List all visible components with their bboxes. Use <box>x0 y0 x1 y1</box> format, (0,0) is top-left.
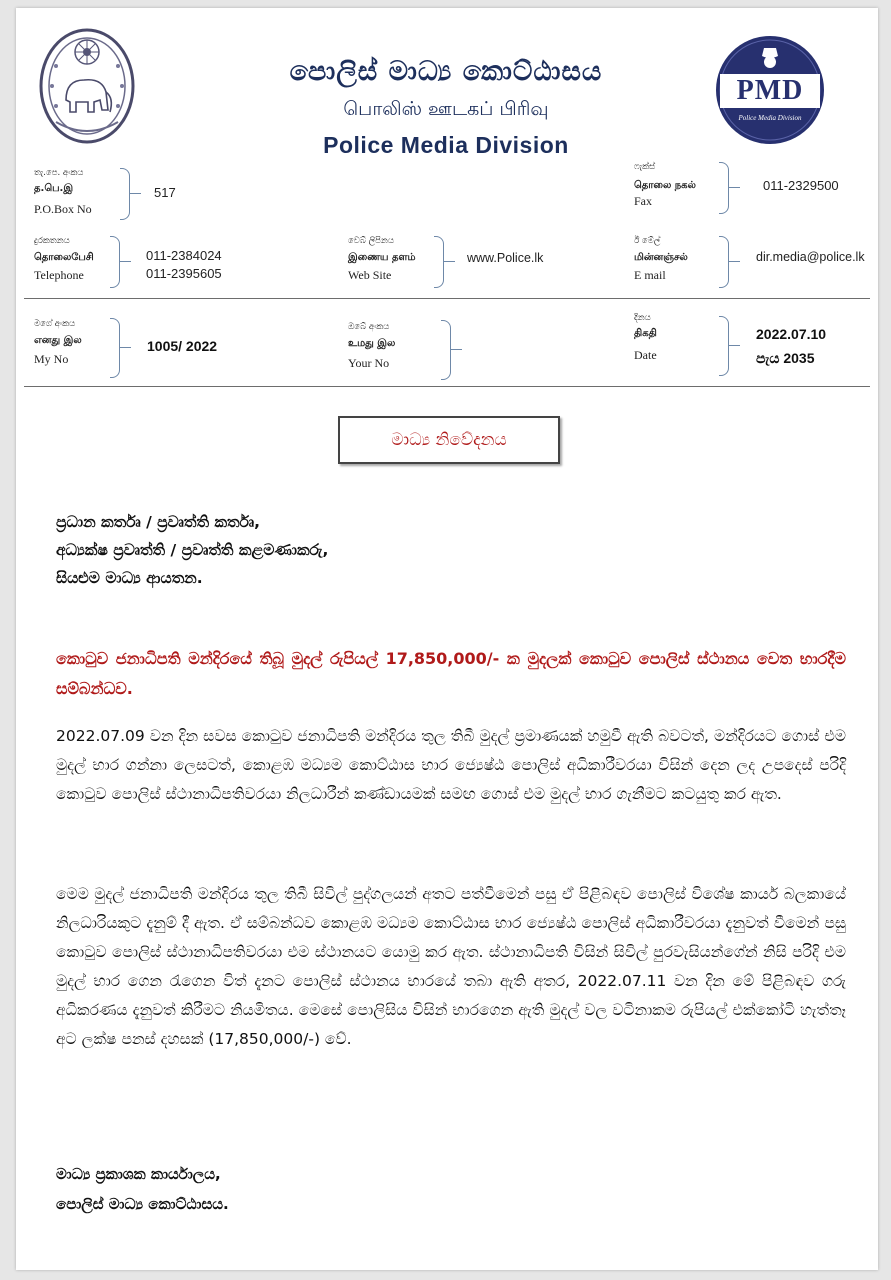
pobox-label-si: තැ.පෙ. අංකය <box>34 168 84 178</box>
telephone-label-en: Telephone <box>34 268 84 282</box>
notice-title: මාධ්‍ය නිවේදනය <box>391 430 507 450</box>
pobox-brace <box>120 168 130 220</box>
pmd-logo-subtext: Police Media Division <box>738 114 802 122</box>
body-paragraph-2: මෙම මුදල් ජනාධිපති මන්දිරය තුල තිබී සිවිල් පුද්ගලයන් අතට පත්වීමෙන් පසු ඒ පිළිබඳව පොලිස් විශේෂ කාර්ය බලකායේ නිලධාරියකුට දැනුම් දී ඇත. ඒ සම්බන්ධව කොළඹ මධ්‍යම කොට්ඨාස භාර ජ්‍යෙෂ්ඨ පොලිස් අධිකාරීවරයා දැනුවත් වීමෙන් පසු කොටුව පොලිස් ස්ථානාධිපතිවරයා එම ස්ථානයට යොමු කර ඇත. ස්ථානාධිපති විසින් සිවිල් පුරවැසියන්ගේන් නිසි පරිදි එම මුදල් භාර ගෙන රැගෙන විත් දැනට පොලිස් ස්ථානය භාරයේ තබා ඇති අතර, 2022.07.11 වන දින මේ පිළිබඳව ගරු අධිකරණය දැනුවත් කිරීමට නියමිතය. මෙසේ පොලිසිය විසින් භාරගෙන ඇති මුදල් වල වටිනාකම රුපියල් එක්කෝටි හැත්තෑ අට ලක්ෂ පනස් දහසක් (17,850,000/-) වේ. <box>56 885 846 1048</box>
title-tamil: பொலிஸ் ஊடகப் பிரிவு <box>343 98 549 120</box>
website-label-en: Web Site <box>348 268 392 282</box>
website-link[interactable]: www.Police.lk <box>467 251 544 265</box>
telephone-value-2: 011-2395605 <box>146 266 222 281</box>
pobox-label-ta: த.பெ.இ <box>34 183 74 194</box>
fax-value: 011-2329500 <box>763 178 839 193</box>
pobox-label-en: P.O.Box No <box>34 202 92 216</box>
website-label-si: වෙබ් ලිපිනය <box>348 236 394 246</box>
document-page <box>16 8 878 1270</box>
email-link[interactable]: dir.media@police.lk <box>756 250 865 264</box>
signature-line-2: පොලිස් මාධ්‍ය කොට්ඨාසය. <box>56 1195 229 1213</box>
telephone-value-1: 011-2384024 <box>146 248 222 263</box>
fax-label-si: ෆැක්ස් <box>634 162 656 172</box>
date-label-en: Date <box>634 348 657 362</box>
addressee-line-2: අධ්‍යක්ෂ ප්‍රවෘත්ති / ප්‍රවෘත්ති කළමණාකරු, <box>56 541 329 559</box>
title-sinhala: පොලිස් මාධ්‍ය කොට්ඨාසය <box>289 56 603 87</box>
myno-value: 1005/ 2022 <box>147 338 218 354</box>
date-value: 2022.07.10 <box>756 326 827 342</box>
date-brace <box>719 316 729 376</box>
yourno-label-si: ඔබේ අංකය <box>348 322 390 332</box>
body-paragraph-1: 2022.07.09 වන දින සවස කොටුව ජනාධිපති මන්දිරය තුල තිබී මුදල් ප්‍රමාණයක් හමුවී ඇති බවටත්, මන්දිරයට ගොස් එම මුදල් භාර ගන්නා ලෙසටත්, කොළඹ මධ්‍යම කොට්ඨාස භාර ජ්‍යෙෂ්ඨ පොලිස් අධිකාරීවරයා විසින් දෙන ලද උපදෙස් පරිදි කොටුව පොලිස් ස්ථානාධිපතිවරයා නිලධාරීන් කණ්ඩායමක් සමඟ ගොස් එම මුදල් භාර ගැනීමට කටයුතු කර ඇත. <box>56 727 846 803</box>
email-label-si: ඊ මේල් <box>634 236 661 246</box>
addressee-line-3: සියළුම මාධ්‍ය ආයතන. <box>56 569 203 587</box>
fax-brace <box>719 162 729 214</box>
header-divider <box>24 298 870 299</box>
email-label-ta: மின்னஞ்சல் <box>634 252 688 263</box>
yourno-label-ta: உமது இல <box>348 338 396 349</box>
date-label-ta: திகதி <box>634 328 657 339</box>
myno-label-en: My No <box>34 352 69 366</box>
myno-label-si: මගේ අංකය <box>34 319 76 329</box>
date-time: පැය 2035 <box>756 350 815 366</box>
telephone-brace <box>110 236 120 288</box>
telephone-label-si: දුරකතනය <box>34 236 70 246</box>
telephone-label-ta: தொலைபேசி <box>34 252 94 263</box>
pmd-logo-text: PMD <box>736 75 804 106</box>
website-brace <box>434 236 444 288</box>
title-english: Police Media Division <box>323 132 569 158</box>
subject-heading: කොටුව ජනාධිපති මන්දිරයේ තිබූ මුදල් රුපියල් 17,850,000/- ක මුදලක් කොටුව පොලිස් ස්ථානය වෙත භාරදීම සම්බන්ධව. <box>56 649 846 698</box>
pobox-value: 517 <box>154 185 176 200</box>
date-label-si: දිනය <box>634 313 651 323</box>
addressee-line-1: ප්‍රධාන කර්තෘ / ප්‍රවෘත්ති කර්තෘ, <box>56 513 260 531</box>
myno-label-ta: எனது இல <box>34 335 82 346</box>
yourno-brace <box>441 320 451 380</box>
police-emblem-icon <box>36 22 138 146</box>
signature-line-1: මාධ්‍ය ප්‍රකාශක කාර්යාලය, <box>56 1165 221 1183</box>
fax-label-ta: தொலை நகல் <box>634 180 696 191</box>
notice-title-box <box>338 416 560 464</box>
yourno-label-en: Your No <box>348 356 390 370</box>
email-brace <box>719 236 729 288</box>
website-label-ta: இணைய தளம் <box>348 252 416 263</box>
myno-brace <box>110 318 120 378</box>
fax-label-en: Fax <box>634 194 652 208</box>
info-divider <box>24 386 870 387</box>
email-label-en: E mail <box>634 268 666 282</box>
